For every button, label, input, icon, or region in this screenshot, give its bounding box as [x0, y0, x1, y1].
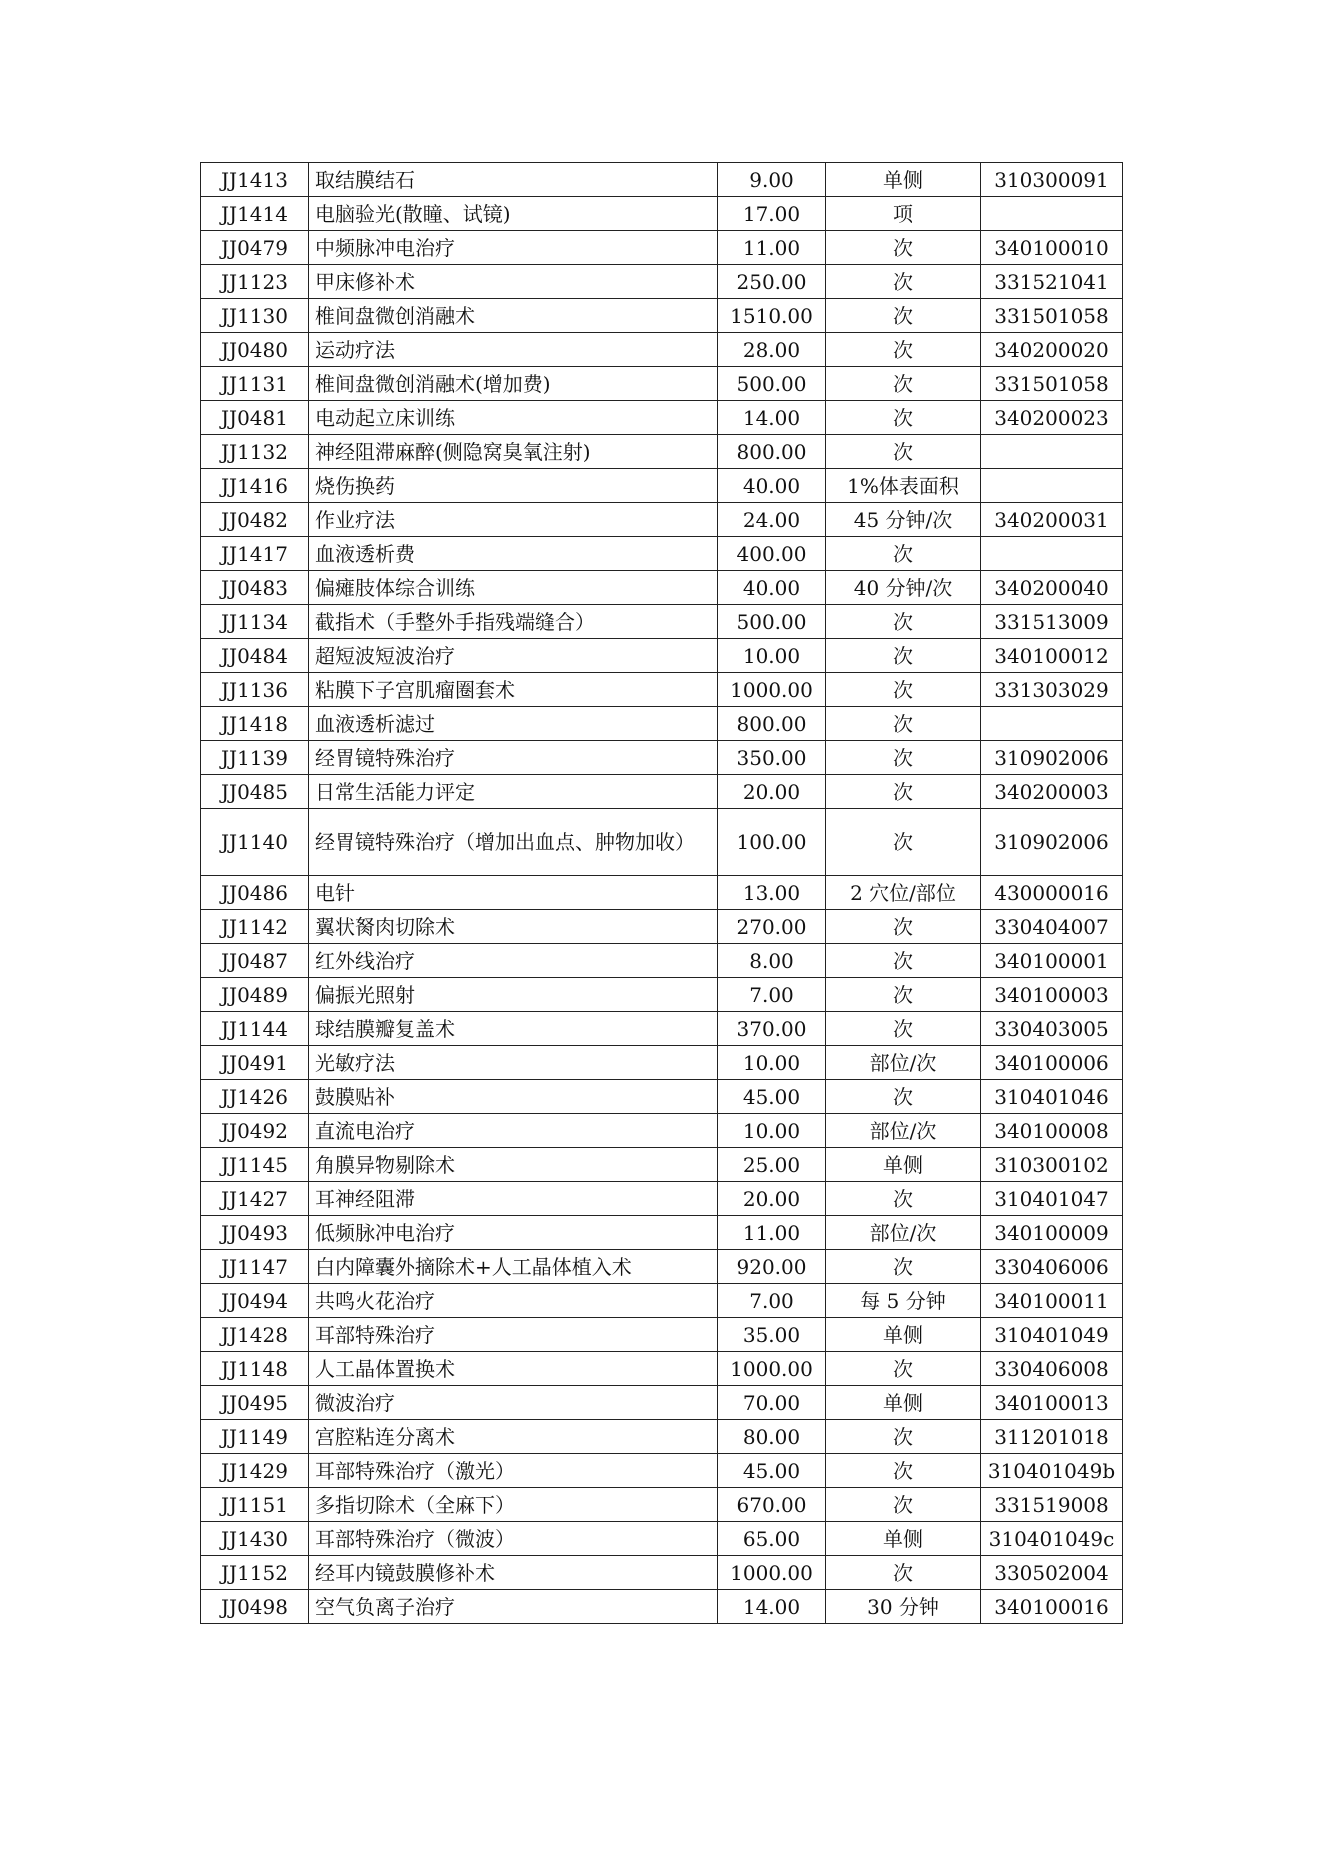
item-name-cell: 运动疗法 — [309, 333, 718, 367]
unit-cell: 每 5 分钟 — [826, 1284, 981, 1318]
table-row — [201, 1420, 1123, 1454]
item-code-cell: JJ1152 — [201, 1556, 309, 1590]
standard-code-cell: 310401047 — [981, 1182, 1123, 1216]
unit-cell: 次 — [826, 1488, 981, 1522]
price-cell: 800.00 — [718, 435, 826, 469]
standard-code-cell: 310300102 — [981, 1148, 1123, 1182]
price-cell: 9.00 — [718, 163, 826, 197]
price-cell: 24.00 — [718, 503, 826, 537]
unit-cell: 单侧 — [826, 163, 981, 197]
table-row — [201, 707, 1123, 741]
price-cell: 7.00 — [718, 978, 826, 1012]
item-name-cell: 直流电治疗 — [309, 1114, 718, 1148]
item-code-cell: JJ1427 — [201, 1182, 309, 1216]
standard-code-cell: 331501058 — [981, 367, 1123, 401]
unit-cell: 次 — [826, 1556, 981, 1590]
price-cell: 20.00 — [718, 775, 826, 809]
unit-cell: 次 — [826, 333, 981, 367]
table-row — [201, 876, 1123, 910]
standard-code-cell: 340200023 — [981, 401, 1123, 435]
table-row — [201, 537, 1123, 571]
table-row — [201, 367, 1123, 401]
unit-cell: 项 — [826, 197, 981, 231]
item-code-cell: JJ1131 — [201, 367, 309, 401]
item-name-cell: 共鸣火花治疗 — [309, 1284, 718, 1318]
table-row — [201, 1114, 1123, 1148]
standard-code-cell: 310902006 — [981, 741, 1123, 775]
table-row — [201, 1080, 1123, 1114]
table-row — [201, 1454, 1123, 1488]
price-cell: 10.00 — [718, 1114, 826, 1148]
standard-code-cell: 310401046 — [981, 1080, 1123, 1114]
item-name-cell: 截指术（手整外手指残端缝合） — [309, 605, 718, 639]
price-cell: 40.00 — [718, 469, 826, 503]
unit-cell: 次 — [826, 1012, 981, 1046]
table-row — [201, 1522, 1123, 1556]
price-cell: 350.00 — [718, 741, 826, 775]
unit-cell: 次 — [826, 775, 981, 809]
item-name-cell: 电脑验光(散瞳、试镜) — [309, 197, 718, 231]
standard-code-cell: 330502004 — [981, 1556, 1123, 1590]
item-name-cell: 白内障囊外摘除术+人工晶体植入术 — [309, 1250, 718, 1284]
unit-cell: 次 — [826, 1250, 981, 1284]
unit-cell: 部位/次 — [826, 1114, 981, 1148]
table-row — [201, 299, 1123, 333]
item-code-cell: JJ1428 — [201, 1318, 309, 1352]
table-row — [201, 1216, 1123, 1250]
item-name-cell: 多指切除术（全麻下） — [309, 1488, 718, 1522]
item-name-cell: 椎间盘微创消融术(增加费) — [309, 367, 718, 401]
item-code-cell: JJ0493 — [201, 1216, 309, 1250]
price-cell: 1000.00 — [718, 1352, 826, 1386]
table-row — [201, 673, 1123, 707]
unit-cell: 次 — [826, 231, 981, 265]
unit-cell: 单侧 — [826, 1148, 981, 1182]
item-code-cell: JJ1132 — [201, 435, 309, 469]
table-row — [201, 571, 1123, 605]
item-name-cell: 经耳内镜鼓膜修补术 — [309, 1556, 718, 1590]
price-cell: 500.00 — [718, 605, 826, 639]
item-code-cell: JJ0480 — [201, 333, 309, 367]
item-name-cell: 耳部特殊治疗（激光） — [309, 1454, 718, 1488]
standard-code-cell: 330406008 — [981, 1352, 1123, 1386]
item-name-cell: 椎间盘微创消融术 — [309, 299, 718, 333]
item-code-cell: JJ0483 — [201, 571, 309, 605]
item-code-cell: JJ1140 — [201, 809, 309, 876]
table-row — [201, 197, 1123, 231]
price-cell: 13.00 — [718, 876, 826, 910]
item-name-cell: 翼状胬肉切除术 — [309, 910, 718, 944]
item-code-cell: JJ1130 — [201, 299, 309, 333]
unit-cell: 次 — [826, 910, 981, 944]
standard-code-cell — [981, 537, 1123, 571]
price-cell: 400.00 — [718, 537, 826, 571]
item-name-cell: 球结膜瓣复盖术 — [309, 1012, 718, 1046]
unit-cell: 30 分钟 — [826, 1590, 981, 1624]
price-cell: 25.00 — [718, 1148, 826, 1182]
table-row — [201, 944, 1123, 978]
unit-cell: 次 — [826, 1352, 981, 1386]
price-cell: 1000.00 — [718, 1556, 826, 1590]
item-code-cell: JJ1426 — [201, 1080, 309, 1114]
table-row — [201, 1556, 1123, 1590]
item-name-cell: 经胃镜特殊治疗（增加出血点、肿物加收） — [309, 809, 718, 876]
item-code-cell: JJ1142 — [201, 910, 309, 944]
item-name-cell: 神经阻滞麻醉(侧隐窝臭氧注射) — [309, 435, 718, 469]
item-code-cell: JJ1416 — [201, 469, 309, 503]
item-name-cell: 耳神经阻滞 — [309, 1182, 718, 1216]
standard-code-cell: 331521041 — [981, 265, 1123, 299]
item-name-cell: 电针 — [309, 876, 718, 910]
table-row — [201, 333, 1123, 367]
item-code-cell: JJ0498 — [201, 1590, 309, 1624]
table-row — [201, 163, 1123, 197]
item-code-cell: JJ1145 — [201, 1148, 309, 1182]
table-row — [201, 605, 1123, 639]
price-cell: 500.00 — [718, 367, 826, 401]
item-code-cell: JJ1418 — [201, 707, 309, 741]
item-name-cell: 耳部特殊治疗 — [309, 1318, 718, 1352]
item-name-cell: 微波治疗 — [309, 1386, 718, 1420]
item-code-cell: JJ0484 — [201, 639, 309, 673]
item-name-cell: 低频脉冲电治疗 — [309, 1216, 718, 1250]
standard-code-cell: 331513009 — [981, 605, 1123, 639]
standard-code-cell — [981, 707, 1123, 741]
unit-cell: 次 — [826, 741, 981, 775]
item-code-cell: JJ1148 — [201, 1352, 309, 1386]
item-code-cell: JJ1413 — [201, 163, 309, 197]
unit-cell: 次 — [826, 537, 981, 571]
table-row — [201, 469, 1123, 503]
item-code-cell: JJ0492 — [201, 1114, 309, 1148]
item-code-cell: JJ1430 — [201, 1522, 309, 1556]
standard-code-cell: 330403005 — [981, 1012, 1123, 1046]
item-name-cell: 光敏疗法 — [309, 1046, 718, 1080]
price-cell: 14.00 — [718, 1590, 826, 1624]
item-name-cell: 角膜异物剔除术 — [309, 1148, 718, 1182]
item-code-cell: JJ1144 — [201, 1012, 309, 1046]
item-name-cell: 粘膜下子宫肌瘤圈套术 — [309, 673, 718, 707]
item-code-cell: JJ0495 — [201, 1386, 309, 1420]
item-code-cell: JJ1149 — [201, 1420, 309, 1454]
unit-cell: 次 — [826, 367, 981, 401]
item-name-cell: 烧伤换药 — [309, 469, 718, 503]
item-name-cell: 人工晶体置换术 — [309, 1352, 718, 1386]
price-cell: 28.00 — [718, 333, 826, 367]
item-name-cell: 经胃镜特殊治疗 — [309, 741, 718, 775]
price-cell: 270.00 — [718, 910, 826, 944]
item-code-cell: JJ1123 — [201, 265, 309, 299]
standard-code-cell: 340100009 — [981, 1216, 1123, 1250]
item-code-cell: JJ1134 — [201, 605, 309, 639]
price-cell: 45.00 — [718, 1080, 826, 1114]
item-code-cell: JJ1417 — [201, 537, 309, 571]
standard-code-cell: 340100013 — [981, 1386, 1123, 1420]
item-code-cell: JJ1429 — [201, 1454, 309, 1488]
table-row — [201, 1284, 1123, 1318]
item-code-cell: JJ1151 — [201, 1488, 309, 1522]
unit-cell: 单侧 — [826, 1318, 981, 1352]
item-code-cell: JJ1139 — [201, 741, 309, 775]
table-row — [201, 503, 1123, 537]
item-name-cell: 取结膜结石 — [309, 163, 718, 197]
table-row — [201, 978, 1123, 1012]
standard-code-cell — [981, 197, 1123, 231]
table-row — [201, 1352, 1123, 1386]
item-name-cell: 红外线治疗 — [309, 944, 718, 978]
item-name-cell: 电动起立床训练 — [309, 401, 718, 435]
unit-cell: 2 穴位/部位 — [826, 876, 981, 910]
unit-cell: 部位/次 — [826, 1046, 981, 1080]
table-row — [201, 1590, 1123, 1624]
price-cell: 17.00 — [718, 197, 826, 231]
price-cell: 20.00 — [718, 1182, 826, 1216]
unit-cell: 次 — [826, 299, 981, 333]
standard-code-cell: 340200020 — [981, 333, 1123, 367]
table-row — [201, 1488, 1123, 1522]
item-code-cell: JJ0481 — [201, 401, 309, 435]
standard-code-cell: 340100008 — [981, 1114, 1123, 1148]
standard-code-cell: 330406006 — [981, 1250, 1123, 1284]
unit-cell: 次 — [826, 1454, 981, 1488]
unit-cell: 次 — [826, 809, 981, 876]
item-code-cell: JJ1414 — [201, 197, 309, 231]
price-cell: 35.00 — [718, 1318, 826, 1352]
standard-code-cell: 310902006 — [981, 809, 1123, 876]
unit-cell: 次 — [826, 1420, 981, 1454]
item-code-cell: JJ0494 — [201, 1284, 309, 1318]
item-name-cell: 血液透析费 — [309, 537, 718, 571]
standard-code-cell: 340100006 — [981, 1046, 1123, 1080]
standard-code-cell: 331519008 — [981, 1488, 1123, 1522]
unit-cell: 单侧 — [826, 1522, 981, 1556]
price-cell: 14.00 — [718, 401, 826, 435]
standard-code-cell: 340100016 — [981, 1590, 1123, 1624]
standard-code-cell: 310401049b — [981, 1454, 1123, 1488]
item-name-cell: 偏瘫肢体综合训练 — [309, 571, 718, 605]
item-name-cell: 宫腔粘连分离术 — [309, 1420, 718, 1454]
price-cell: 70.00 — [718, 1386, 826, 1420]
table-row — [201, 1148, 1123, 1182]
price-cell: 920.00 — [718, 1250, 826, 1284]
unit-cell: 次 — [826, 1182, 981, 1216]
standard-code-cell: 310300091 — [981, 163, 1123, 197]
item-code-cell: JJ0486 — [201, 876, 309, 910]
table-row — [201, 1250, 1123, 1284]
standard-code-cell: 340100003 — [981, 978, 1123, 1012]
standard-code-cell: 340100011 — [981, 1284, 1123, 1318]
standard-code-cell — [981, 435, 1123, 469]
unit-cell: 次 — [826, 265, 981, 299]
table-row — [201, 910, 1123, 944]
fee-table — [200, 162, 1123, 1624]
standard-code-cell — [981, 469, 1123, 503]
item-name-cell: 中频脉冲电治疗 — [309, 231, 718, 265]
standard-code-cell: 340100010 — [981, 231, 1123, 265]
unit-cell: 部位/次 — [826, 1216, 981, 1250]
unit-cell: 次 — [826, 639, 981, 673]
standard-code-cell: 311201018 — [981, 1420, 1123, 1454]
price-cell: 10.00 — [718, 639, 826, 673]
item-name-cell: 偏振光照射 — [309, 978, 718, 1012]
item-code-cell: JJ0491 — [201, 1046, 309, 1080]
price-cell: 1510.00 — [718, 299, 826, 333]
item-code-cell: JJ0479 — [201, 231, 309, 265]
item-name-cell: 甲床修补术 — [309, 265, 718, 299]
price-cell: 800.00 — [718, 707, 826, 741]
fee-table-body — [201, 163, 1123, 1624]
standard-code-cell: 330404007 — [981, 910, 1123, 944]
item-code-cell: JJ0489 — [201, 978, 309, 1012]
standard-code-cell: 340100001 — [981, 944, 1123, 978]
unit-cell: 次 — [826, 673, 981, 707]
unit-cell: 40 分钟/次 — [826, 571, 981, 605]
unit-cell: 次 — [826, 707, 981, 741]
item-code-cell: JJ1147 — [201, 1250, 309, 1284]
table-row — [201, 265, 1123, 299]
price-cell: 40.00 — [718, 571, 826, 605]
price-cell: 65.00 — [718, 1522, 826, 1556]
table-row — [201, 1318, 1123, 1352]
unit-cell: 单侧 — [826, 1386, 981, 1420]
standard-code-cell: 340100012 — [981, 639, 1123, 673]
price-cell: 100.00 — [718, 809, 826, 876]
item-name-cell: 耳部特殊治疗（微波） — [309, 1522, 718, 1556]
table-row — [201, 1046, 1123, 1080]
price-cell: 11.00 — [718, 1216, 826, 1250]
item-name-cell: 鼓膜贴补 — [309, 1080, 718, 1114]
table-row — [201, 1012, 1123, 1046]
unit-cell: 次 — [826, 944, 981, 978]
table-row — [201, 741, 1123, 775]
table-row — [201, 775, 1123, 809]
table-row — [201, 639, 1123, 673]
price-cell: 370.00 — [718, 1012, 826, 1046]
table-row — [201, 401, 1123, 435]
price-cell: 11.00 — [718, 231, 826, 265]
item-code-cell: JJ0482 — [201, 503, 309, 537]
unit-cell: 次 — [826, 978, 981, 1012]
standard-code-cell: 331501058 — [981, 299, 1123, 333]
price-cell: 670.00 — [718, 1488, 826, 1522]
item-name-cell: 超短波短波治疗 — [309, 639, 718, 673]
table-row — [201, 1182, 1123, 1216]
price-cell: 7.00 — [718, 1284, 826, 1318]
standard-code-cell: 340200040 — [981, 571, 1123, 605]
unit-cell: 次 — [826, 401, 981, 435]
item-code-cell: JJ0487 — [201, 944, 309, 978]
standard-code-cell: 430000016 — [981, 876, 1123, 910]
unit-cell: 次 — [826, 1080, 981, 1114]
standard-code-cell: 340200031 — [981, 503, 1123, 537]
standard-code-cell: 310401049c — [981, 1522, 1123, 1556]
item-name-cell: 作业疗法 — [309, 503, 718, 537]
unit-cell: 1%体表面积 — [826, 469, 981, 503]
item-code-cell: JJ1136 — [201, 673, 309, 707]
item-name-cell: 日常生活能力评定 — [309, 775, 718, 809]
standard-code-cell: 310401049 — [981, 1318, 1123, 1352]
item-name-cell: 空气负离子治疗 — [309, 1590, 718, 1624]
table-row — [201, 809, 1123, 876]
price-cell: 250.00 — [718, 265, 826, 299]
standard-code-cell: 340200003 — [981, 775, 1123, 809]
unit-cell: 次 — [826, 435, 981, 469]
price-cell: 45.00 — [718, 1454, 826, 1488]
price-cell: 80.00 — [718, 1420, 826, 1454]
standard-code-cell: 331303029 — [981, 673, 1123, 707]
unit-cell: 45 分钟/次 — [826, 503, 981, 537]
price-cell: 10.00 — [718, 1046, 826, 1080]
table-row — [201, 435, 1123, 469]
table-row — [201, 231, 1123, 265]
price-cell: 8.00 — [718, 944, 826, 978]
unit-cell: 次 — [826, 605, 981, 639]
table-row — [201, 1386, 1123, 1420]
item-name-cell: 血液透析滤过 — [309, 707, 718, 741]
price-cell: 1000.00 — [718, 673, 826, 707]
item-code-cell: JJ0485 — [201, 775, 309, 809]
